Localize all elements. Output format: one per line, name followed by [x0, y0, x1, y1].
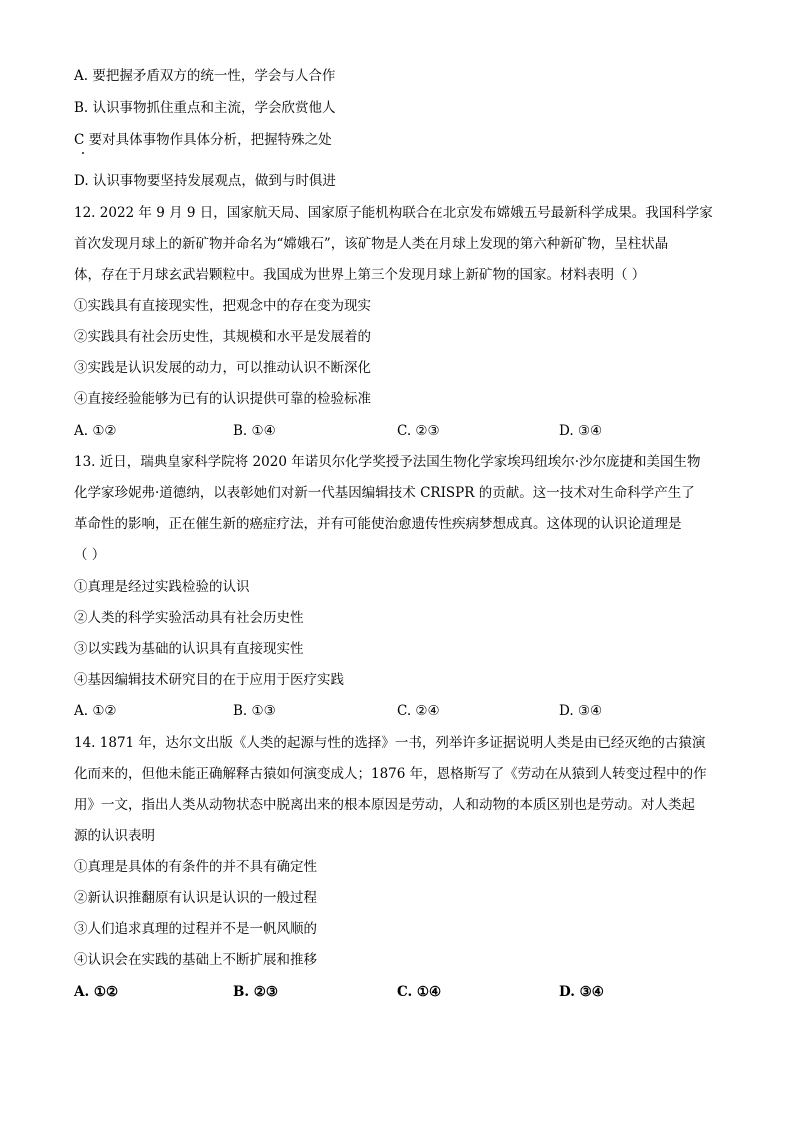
- q14-option-c: C. ①④: [397, 984, 442, 1000]
- q13-stem-line-1: 13. 近日，瑞典皇家科学院将 2020 年诺贝尔化学奖授予法国生物化学家埃玛纽埃尔·沙尔庞捷和美国生物: [74, 454, 701, 470]
- q13-stem-line-4: （ ）: [74, 547, 106, 563]
- q13-statement-2: ②人类的科学实验活动具有社会历史性: [74, 610, 304, 626]
- q14-statement-1: ①真理是具体的有条件的并不具有确定性: [74, 859, 317, 875]
- prev-option-a: A. 要把握矛盾双方的统一性，学会与人合作: [74, 68, 336, 84]
- q12-option-b: B. ①④: [233, 423, 276, 439]
- q14-option-d: D. ③④: [559, 984, 604, 1000]
- q14-option-a: A. ①②: [74, 984, 119, 1000]
- q13-option-c: C. ②④: [397, 703, 440, 719]
- q12-statement-3: ③实践是认识发展的动力，可以推动认识不断深化: [74, 360, 371, 376]
- q12-statement-1: ①实践具有直接现实性，把观念中的存在变为现实: [74, 298, 371, 314]
- q12-statement-4: ④直接经验能够为已有的认识提供可靠的检验标准: [74, 391, 371, 407]
- q12-option-a: A. ①②: [74, 423, 117, 439]
- stray-dot: [82, 152, 84, 154]
- q13-option-b: B. ①③: [233, 703, 276, 719]
- prev-option-d: D. 认识事物要坚持发展观点，做到与时俱进: [74, 173, 336, 189]
- q14-statement-2: ②新认识推翻原有认识是认识的一般过程: [74, 890, 317, 906]
- q13-options: [74, 701, 724, 721]
- q14-option-b: B. ②③: [233, 984, 279, 1000]
- q13-stem-line-2: 化学家珍妮弗·道德纳，以表彰她们对新一代基因编辑技术 CRISPR 的贡献。这一技术对生命科学产生了: [74, 485, 695, 501]
- q12-option-c: C. ②③: [397, 423, 440, 439]
- q13-option-a: A. ①②: [74, 703, 117, 719]
- q14-stem-line-1: 14. 1871 年，达尔文出版《人类的起源与性的选择》一书，列举许多证据说明人类是由已经灭绝的古猿演: [74, 735, 706, 751]
- q12-statement-2: ②实践具有社会历史性，其规模和水平是发展着的: [74, 329, 371, 345]
- q13-option-d: D. ③④: [559, 703, 603, 719]
- q13-stem-line-3: 革命性的影响，正在催生新的癌症疗法，并有可能使治愈遗传性疾病梦想成真。这体现的认识论道理是: [74, 516, 682, 532]
- q14-stem-line-4: 源的认识表明: [74, 828, 155, 844]
- q14-options: [74, 982, 724, 1002]
- q12-options: [74, 421, 724, 441]
- q14-stem-line-3: 用》一文，指出人类从动物状态中脱离出来的根本原因是劳动，人和动物的本质区别也是劳动。对人类起: [74, 797, 695, 813]
- q14-statement-3: ③人们追求真理的过程并不是一帆风顺的: [74, 921, 317, 937]
- q14-statement-4: ④认识会在实践的基础上不断扩展和推移: [74, 952, 317, 968]
- prev-option-c: C 要对具体事物作具体分析，把握特殊之处: [74, 132, 332, 148]
- q13-statement-4: ④基因编辑技术研究目的在于应用于医疗实践: [74, 672, 344, 688]
- q12-stem-line-2: 首次发现月球上的新矿物并命名为“嫦娥石”，该矿物是人类在月球上发现的第六种新矿物，呈柱状晶: [74, 236, 669, 252]
- q12-option-d: D. ③④: [559, 423, 603, 439]
- prev-option-b: B. 认识事物抓住重点和主流，学会欣赏他人: [74, 100, 336, 116]
- q14-stem-line-2: 化而来的，但他未能正确解释古猿如何演变成人；1876 年，恩格斯写了《劳动在从猿到人转变过程中的作: [74, 766, 707, 782]
- q12-stem-line-3: 体，存在于月球玄武岩颗粒中。我国成为世界上第三个发现月球上新矿物的国家。材料表明（ ）: [74, 267, 646, 283]
- q12-stem-line-1: 12. 2022 年 9 月 9 日，国家航天局、国家原子能机构联合在北京发布嫦娥五号最新科学成果。我国科学家: [74, 205, 713, 221]
- q13-statement-3: ③以实践为基础的认识具有直接现实性: [74, 641, 304, 657]
- q13-statement-1: ①真理是经过实践检验的认识: [74, 579, 250, 595]
